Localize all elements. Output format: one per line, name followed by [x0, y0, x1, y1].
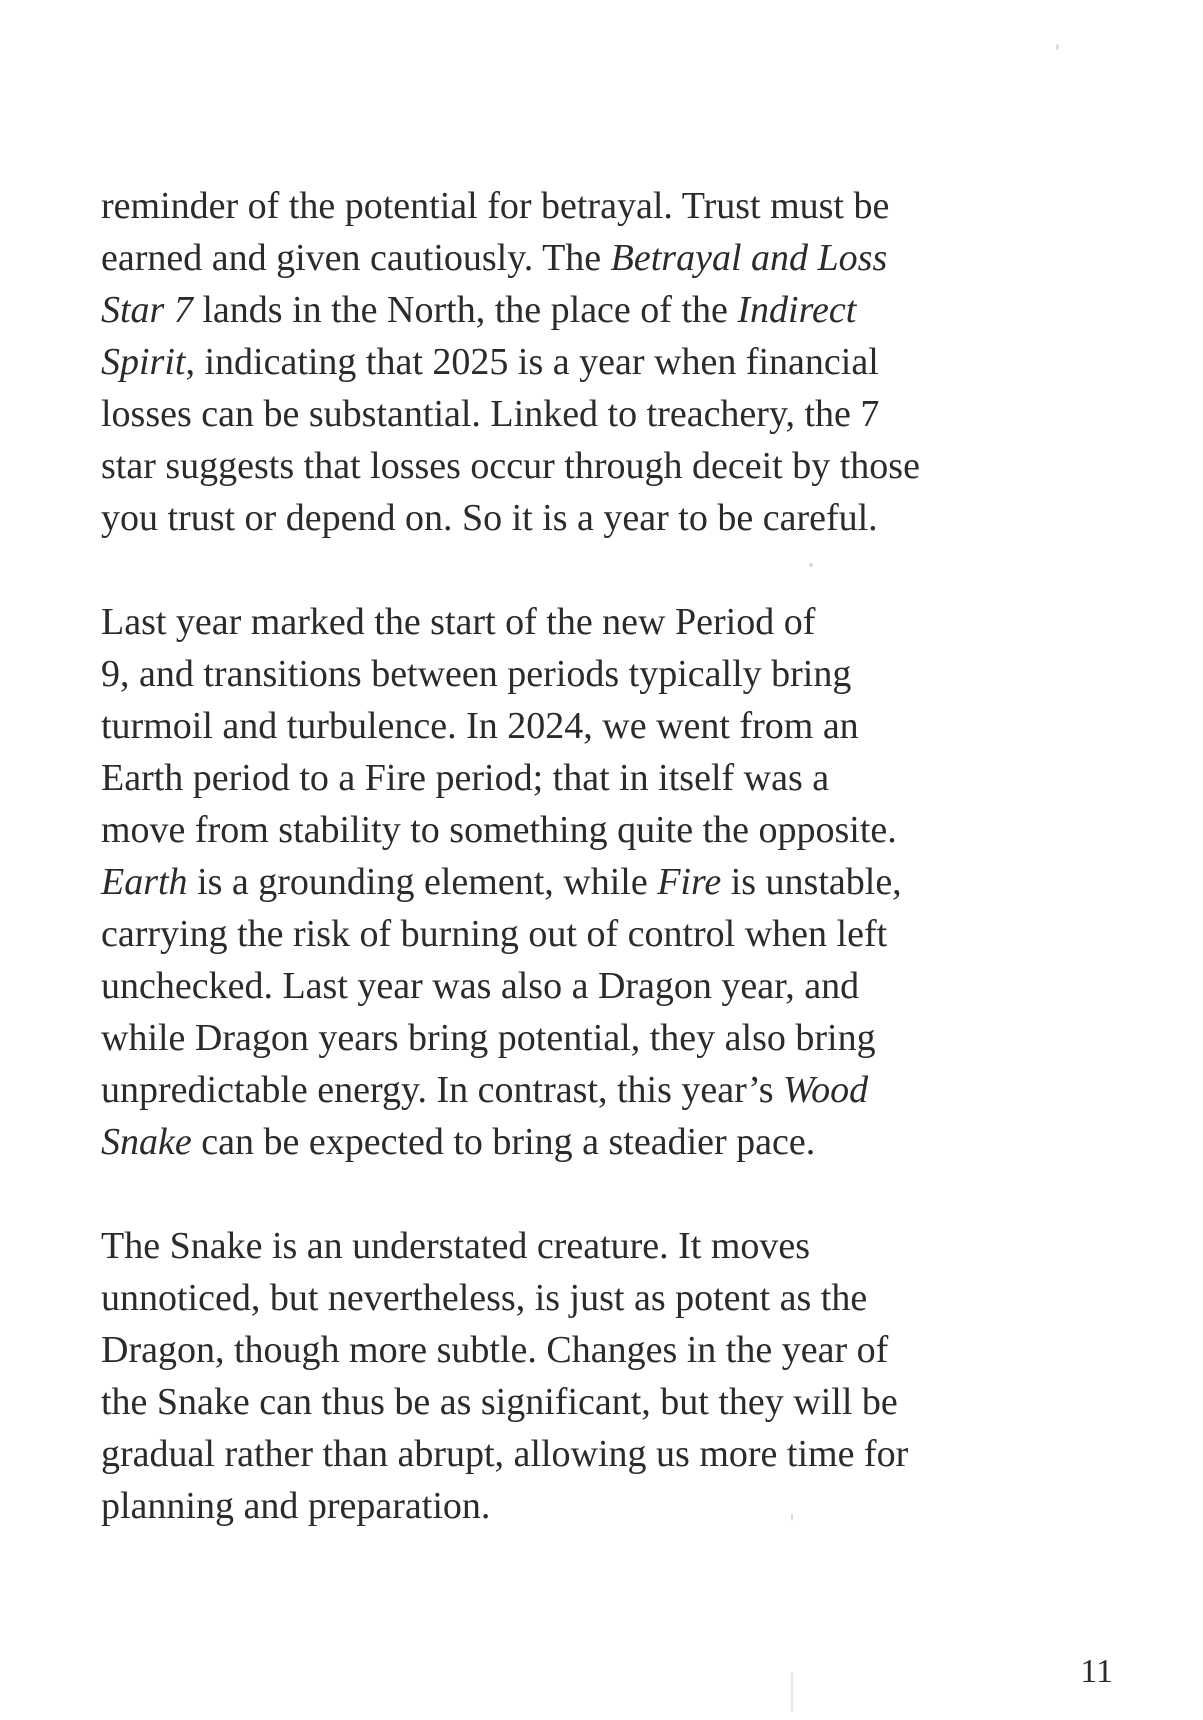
text-line [101, 284, 1041, 336]
text-line [101, 1116, 1041, 1168]
text-line [101, 804, 1041, 856]
italic-text: Earth [101, 861, 188, 903]
text-segment: is unstable, [721, 861, 902, 903]
text-line [101, 856, 1041, 908]
text-line [101, 1272, 1041, 1324]
text-line [101, 960, 1041, 1012]
text-line [101, 1428, 1041, 1480]
text-segment: star suggests that losses occur through deceit by those [101, 445, 920, 487]
text-line [101, 700, 1041, 752]
text-line [101, 648, 1041, 700]
text-segment: The Snake is an understated creature. It moves [101, 1225, 811, 1267]
text-line [101, 596, 1041, 648]
italic-text: Spirit [101, 341, 186, 383]
text-segment: can be expected to bring a steadier pace. [191, 1121, 816, 1163]
text-segment: 9, and transitions between periods typically bring [101, 653, 852, 695]
paragraph [101, 180, 1041, 544]
text-line [101, 336, 1041, 388]
scan-speck [791, 1672, 793, 1712]
text-line [101, 908, 1041, 960]
italic-text: Fire [657, 861, 722, 903]
italic-text: Wood [783, 1069, 869, 1111]
text-segment: , indicating that 2025 is a year when financial [185, 341, 879, 383]
text-segment: Dragon, though more subtle. Changes in the year of [101, 1329, 889, 1371]
text-segment: is a grounding element, while [187, 861, 658, 903]
italic-text: Indirect [737, 289, 857, 331]
text-line [101, 440, 1041, 492]
text-line [101, 388, 1041, 440]
text-segment: earned and given cautiously. The [101, 237, 611, 279]
text-line [101, 1064, 1041, 1116]
text-segment: unpredictable energy. In contrast, this year’s [101, 1069, 784, 1111]
body-text [101, 180, 1041, 1584]
text-segment: gradual rather than abrupt, allowing us more time for [101, 1433, 909, 1475]
text-segment: unnoticed, but nevertheless, is just as potent as the [101, 1277, 868, 1319]
text-line [101, 180, 1041, 232]
scan-speck [809, 563, 813, 567]
text-line [101, 232, 1041, 284]
scan-speck [1056, 44, 1059, 50]
paragraph [101, 596, 1041, 1168]
text-segment: while Dragon years bring potential, they also bring [101, 1017, 876, 1059]
text-segment: Earth period to a Fire period; that in itself was a [101, 757, 830, 799]
text-segment: unchecked. Last year was also a Dragon year, and [101, 965, 860, 1007]
text-segment: move from stability to something quite the opposite. [101, 809, 897, 851]
text-segment: losses can be substantial. Linked to treachery, the 7 [101, 393, 880, 435]
text-line [101, 1220, 1041, 1272]
text-segment: Last year marked the start of the new Period of [101, 601, 816, 643]
text-segment: you trust or depend on. So it is a year to be careful. [101, 497, 878, 539]
italic-text: Star 7 [101, 289, 193, 331]
text-line [101, 752, 1041, 804]
text-segment: planning and preparation. [101, 1485, 491, 1527]
text-segment: the Snake can thus be as significant, but they will be [101, 1381, 898, 1423]
text-line [101, 1376, 1041, 1428]
italic-text: Snake [101, 1121, 192, 1163]
text-line [101, 1480, 1041, 1532]
text-segment: lands in the North, the place of the [192, 289, 738, 331]
text-line [101, 1012, 1041, 1064]
text-segment: turmoil and turbulence. In 2024, we went from an [101, 705, 859, 747]
text-line [101, 492, 1041, 544]
text-segment: reminder of the potential for betrayal. Trust must be [101, 185, 890, 227]
text-segment: carrying the risk of burning out of control when left [101, 913, 888, 955]
paragraph [101, 1220, 1041, 1532]
text-line [101, 1324, 1041, 1376]
italic-text: Betrayal and Loss [610, 237, 888, 279]
page-number: 11 [1080, 1653, 1113, 1690]
scan-speck [791, 1513, 793, 1521]
